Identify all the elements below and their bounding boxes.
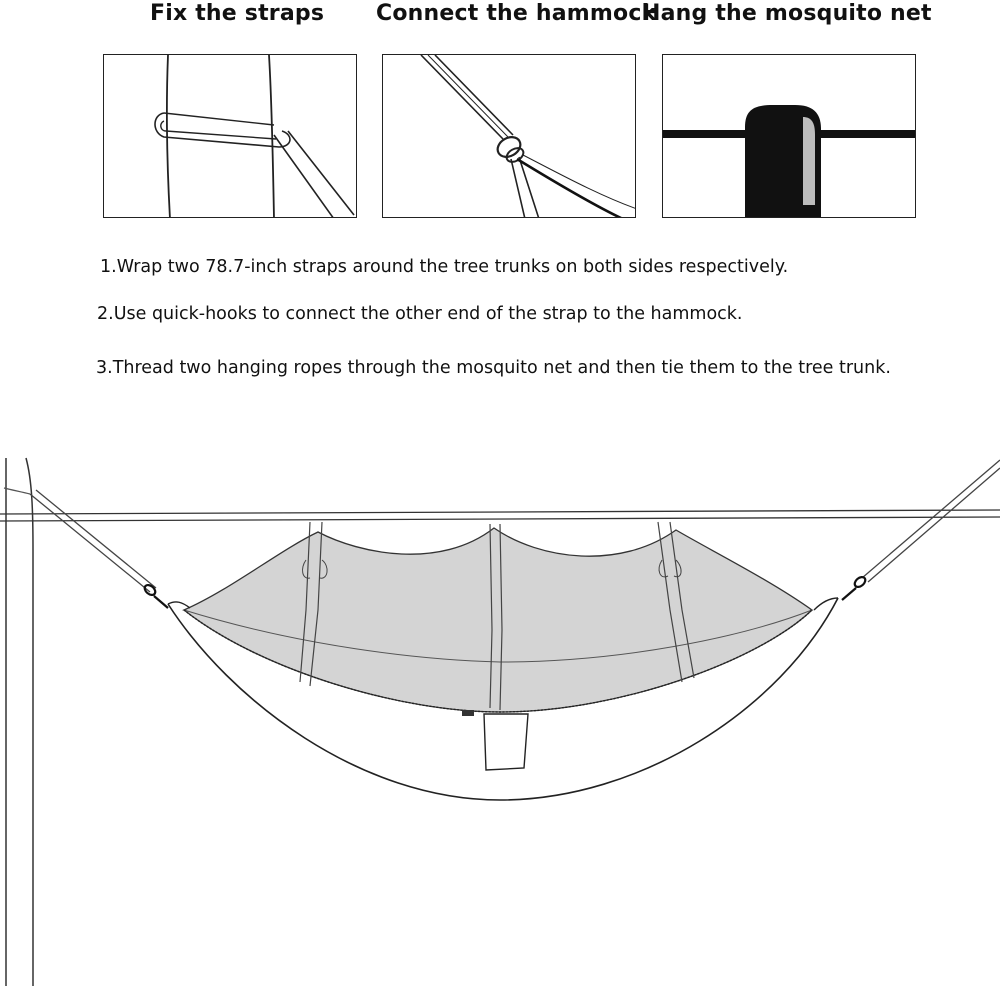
hammock-assembled-illustration [0, 450, 1000, 986]
left-strap [4, 488, 156, 592]
zipper-pull-icon [462, 710, 474, 716]
fix-straps-illustration [103, 54, 357, 218]
heading-connect-hammock: Connect the hammock [376, 1, 657, 26]
instruction-step-2: 2.Use quick-hooks to connect the other end of the strap to the hammock. [97, 304, 743, 324]
ridge-rope [0, 510, 1000, 521]
right-hook-icon [842, 575, 867, 600]
mosquito-net [184, 528, 812, 712]
heading-fix-straps: Fix the straps [150, 1, 325, 26]
instruction-step-1: 1.Wrap two 78.7-inch straps around the tree trunks on both sides respectively. [100, 257, 789, 277]
heading-hang-mosquito-net: Hang the mosquito net [642, 1, 932, 26]
instruction-step-3: 3.Thread two hanging ropes through the mosquito net and then tie them to the tree trunk. [96, 358, 891, 378]
left-tree-trunk [6, 458, 33, 986]
connect-hammock-illustration [382, 54, 636, 218]
right-strap [862, 460, 1000, 582]
storage-pocket [484, 714, 528, 770]
hang-mosquito-net-illustration [662, 54, 916, 218]
